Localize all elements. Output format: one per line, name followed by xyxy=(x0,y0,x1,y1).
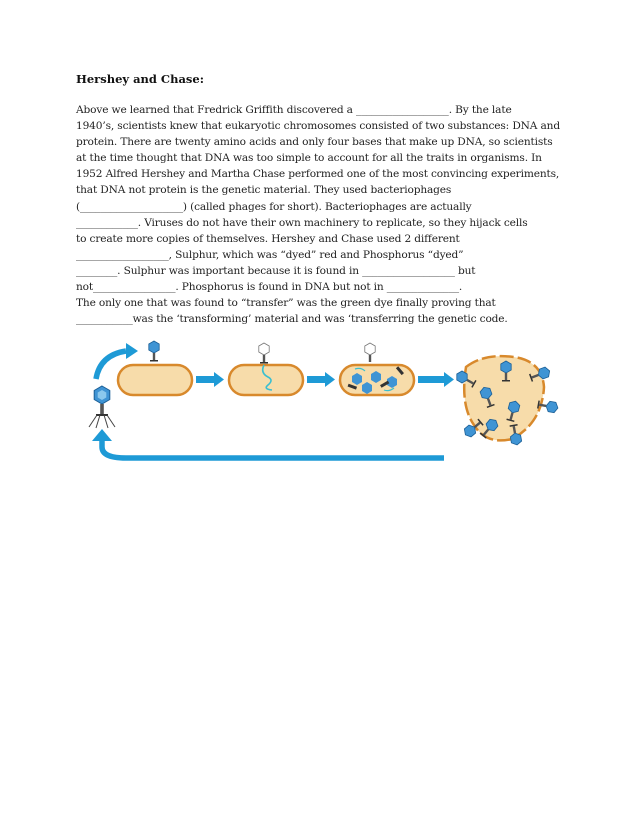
text-line: Above we learned that Fredrick Griffith discovered a __________________. By the late xyxy=(76,104,512,116)
attach-arrow-head xyxy=(126,343,138,359)
text-line: that DNA not protein is the genetic material. They used bacteriophages xyxy=(76,184,452,197)
text-line: ____________. Viruses do not have their own machinery to replicate, so they hijack cells xyxy=(76,216,528,229)
text-line: ________. Sulphur was important because it is found in __________________ but xyxy=(76,264,476,277)
text-line: The only one that was found to “transfer” was the green dye finally proving that xyxy=(76,297,496,310)
step-arrow-2-head xyxy=(325,372,335,387)
bacterium-cell-2 xyxy=(229,365,303,395)
free-phage-icon xyxy=(89,386,115,428)
bacterium-cell-1 xyxy=(118,365,192,395)
step-arrow-1-head xyxy=(214,372,224,387)
step-arrow-3-head xyxy=(444,372,454,387)
return-arrow-head xyxy=(92,429,112,441)
step-arrow-2 xyxy=(307,376,325,383)
injecting-phage-icon xyxy=(259,343,269,364)
empty-capsid-icon xyxy=(365,343,375,362)
step-arrow-1 xyxy=(196,376,214,383)
text-line: 1940’s, scientists knew that eukaryotic chromosomes consisted of two substances: DNA and xyxy=(76,120,560,133)
text-line: to create more copies of themselves. Hershey and Chase used 2 different xyxy=(76,232,460,245)
text-line: ___________was the ‘transforming’ material and was ‘transferring the genetic code. xyxy=(76,313,508,326)
text-line: 1952 Alfred Hershey and Martha Chase performed one of the most convincing experiments, xyxy=(76,168,560,181)
attaching-phage-icon xyxy=(149,341,159,362)
step-arrow-3 xyxy=(418,376,444,383)
text-line: protein. There are twenty amino acids and only four bases that make up DNA, so scientists xyxy=(76,136,553,149)
text-line: not________________. Phosphorus is found in DNA but not in ______________. xyxy=(76,281,463,294)
return-loop-arrow xyxy=(102,439,444,458)
phage-lifecycle-diagram xyxy=(74,335,574,475)
section-heading: Hershey and Chase: xyxy=(76,72,204,86)
text-line: __________________, Sulphur, which was “dyed” red and Phosphorus “dyed” xyxy=(76,248,464,261)
text-line: (____________________) (called phages for short). Bacteriophages are actually xyxy=(76,200,472,213)
text-line: at the time thought that DNA was too simple to account for all the traits in organisms. In xyxy=(76,152,542,165)
body-paragraph xyxy=(76,102,576,327)
